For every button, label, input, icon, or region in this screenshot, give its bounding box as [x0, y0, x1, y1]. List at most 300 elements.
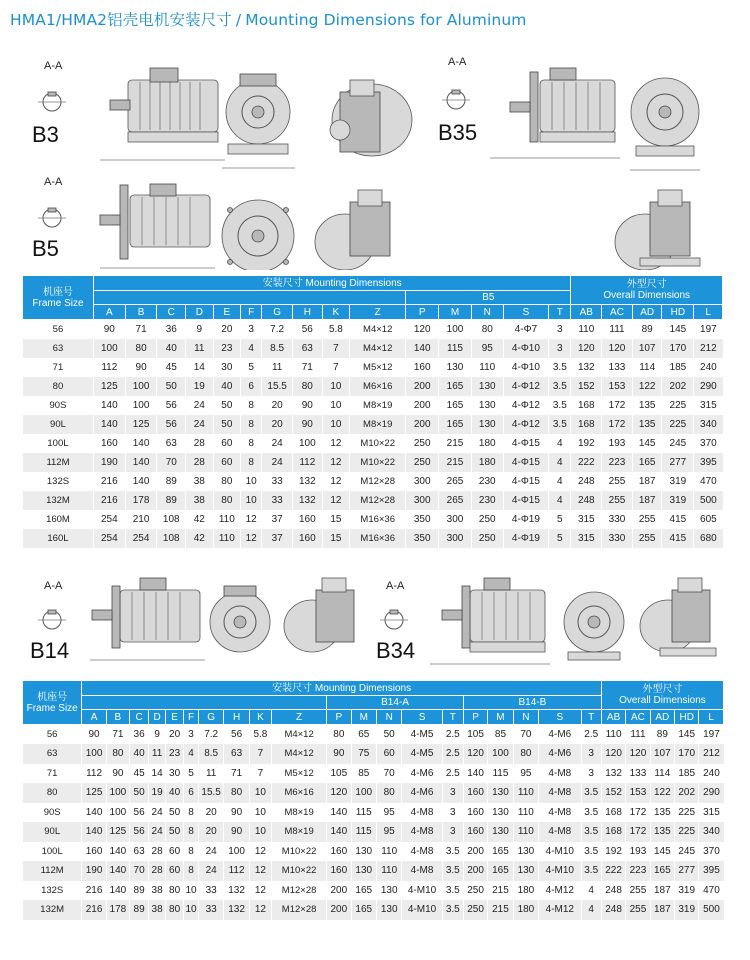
b14a-group-header: B14-A: [327, 696, 464, 710]
table-cell: 80: [106, 744, 129, 764]
table-cell: 112: [224, 861, 249, 881]
table-cell: 160: [93, 434, 125, 453]
table-cell: 255: [626, 900, 650, 920]
title-cn: HMA1/HMA2铝壳电机安装尺寸: [10, 11, 232, 29]
table-cell: 130: [376, 881, 401, 901]
mounting-blank-header-2: [82, 696, 327, 710]
table-cell: 4: [241, 339, 262, 358]
table-cell: 56: [130, 803, 149, 823]
table-cell: 133: [626, 764, 650, 784]
table-cell: 212: [694, 339, 723, 358]
table-row: [23, 491, 723, 510]
column-header: HD: [662, 305, 694, 320]
b34-label: B34: [376, 638, 416, 663]
table-cell: 4-M10: [402, 900, 442, 920]
table-cell: 254: [93, 510, 125, 529]
table-cell: 130: [376, 900, 401, 920]
table-cell: 85: [488, 725, 513, 745]
table-cell: 187: [632, 491, 662, 510]
table-row: [23, 725, 724, 745]
table-cell: 140: [406, 339, 439, 358]
column-header: A: [82, 710, 106, 725]
table-cell: 40: [157, 339, 186, 358]
top-drawings-svg: [0, 30, 750, 270]
table-cell: 165: [488, 861, 513, 881]
table-cell: 192: [571, 434, 602, 453]
table-row: [23, 842, 724, 862]
overall-dimensions-header: [571, 276, 723, 305]
table-cell: 2.5: [581, 725, 601, 745]
table-cell: 180: [513, 881, 538, 901]
table-cell: 132: [224, 881, 249, 901]
table-cell: 11: [186, 339, 214, 358]
column-header: G: [262, 305, 293, 320]
table-cell: 24: [186, 396, 214, 415]
table-cell: 130: [488, 822, 513, 842]
column-header: AD: [650, 710, 674, 725]
aa-label-b14: A-A: [44, 580, 63, 592]
table-cell: 4-Φ12: [503, 415, 549, 434]
table-cell: 80: [376, 783, 401, 803]
frame-size-cell: 132S: [23, 881, 82, 901]
table-cell: M6×16: [350, 377, 406, 396]
table-cell: 56: [224, 725, 249, 745]
table-cell: 172: [602, 396, 633, 415]
column-header-row-2: [23, 710, 724, 725]
table-cell: 110: [513, 822, 538, 842]
table-cell: 168: [601, 822, 625, 842]
b3-isometric-icon: [330, 80, 412, 156]
table-cell: 10: [322, 377, 350, 396]
table-cell: 3: [549, 320, 571, 339]
table-cell: 222: [601, 861, 625, 881]
table-cell: 223: [602, 453, 633, 472]
table-cell: M8×19: [350, 396, 406, 415]
column-header: AD: [632, 305, 662, 320]
table-cell: 4: [184, 744, 199, 764]
table-cell: 290: [694, 377, 723, 396]
table-cell: 28: [149, 842, 166, 862]
table-cell: 223: [626, 861, 650, 881]
table-cell: 315: [571, 510, 602, 529]
table-cell: 172: [626, 803, 650, 823]
table-cell: 80: [292, 377, 322, 396]
column-header: C: [157, 305, 186, 320]
table-cell: 37: [262, 529, 293, 548]
table-cell: 200: [406, 377, 439, 396]
table-cell: 165: [632, 453, 662, 472]
table-cell: 12: [322, 491, 350, 510]
b35-isometric-icon: [615, 190, 700, 270]
table-cell: 80: [213, 491, 241, 510]
table-cell: 112: [82, 764, 106, 784]
table-cell: 6: [184, 783, 199, 803]
table-cell: 187: [632, 472, 662, 491]
table-cell: M8×19: [350, 415, 406, 434]
mounting-dimensions-header-2: 安装尺寸 Mounting Dimensions: [82, 681, 602, 696]
table-cell: 4: [549, 472, 571, 491]
table-cell: 133: [602, 358, 633, 377]
mounting-dimensions-header: 安装尺寸 Mounting Dimensions: [93, 276, 571, 291]
bottom-drawings: [0, 560, 750, 678]
table-cell: 12: [249, 900, 271, 920]
table-cell: 4: [581, 881, 601, 901]
table-cell: 255: [632, 510, 662, 529]
table-cell: 160: [327, 842, 351, 862]
table-cell: 216: [82, 881, 106, 901]
table-cell: 3.5: [581, 803, 601, 823]
b3-end-view-icon: [222, 74, 295, 168]
table-cell: 8: [241, 415, 262, 434]
table-cell: 60: [166, 861, 184, 881]
table-cell: 80: [471, 320, 503, 339]
overall-en: Overall Dimensions: [603, 290, 691, 301]
table-row: [23, 510, 723, 529]
table-cell: 33: [198, 881, 223, 901]
table-cell: 56: [130, 822, 149, 842]
column-header: D: [149, 710, 166, 725]
table-cell: 50: [130, 783, 149, 803]
table-cell: 135: [650, 803, 674, 823]
table-row: [23, 881, 724, 901]
table-row: [23, 783, 724, 803]
table-cell: 2.5: [442, 744, 463, 764]
table-cell: 120: [406, 320, 439, 339]
table-row: [23, 358, 723, 377]
column-header: M: [488, 710, 513, 725]
table-cell: 7.2: [262, 320, 293, 339]
frame-size-cell: 90S: [23, 396, 94, 415]
column-header: P: [463, 710, 487, 725]
table-cell: 30: [213, 358, 241, 377]
table-cell: 11: [262, 358, 293, 377]
table-cell: 4-M6: [539, 744, 581, 764]
table-cell: 8: [184, 822, 199, 842]
column-header: E: [213, 305, 241, 320]
table-cell: 50: [157, 377, 186, 396]
table-cell: 115: [351, 803, 376, 823]
column-header: K: [249, 710, 271, 725]
table-cell: 8: [241, 453, 262, 472]
table-cell: 100: [93, 339, 125, 358]
table-cell: 140: [327, 822, 351, 842]
table-cell: 20: [262, 415, 293, 434]
table-row: [23, 339, 723, 358]
frame-size-cell: 63: [23, 744, 82, 764]
table-cell: 215: [488, 900, 513, 920]
dimensions-table-b14-b34: [22, 680, 724, 920]
table-cell: 105: [327, 764, 351, 784]
table-cell: 38: [149, 881, 166, 901]
frame-size-cell: 71: [23, 764, 82, 784]
table-cell: 90: [292, 415, 322, 434]
table-cell: 5: [549, 510, 571, 529]
table-cell: M10×22: [350, 434, 406, 453]
table-cell: 250: [471, 510, 503, 529]
table-cell: 4-Φ15: [503, 491, 549, 510]
table-cell: 4-Φ19: [503, 510, 549, 529]
table-cell: 100: [351, 783, 376, 803]
table-cell: 370: [699, 842, 724, 862]
frame-size-cell: 90S: [23, 803, 82, 823]
table-cell: 23: [166, 744, 184, 764]
frame-size-cell: 90L: [23, 415, 94, 434]
table-cell: 415: [662, 510, 694, 529]
table-cell: 3.5: [549, 358, 571, 377]
table-cell: M5×12: [272, 764, 327, 784]
table-cell: 319: [675, 900, 699, 920]
table-cell: 216: [93, 491, 125, 510]
table-cell: 5.8: [322, 320, 350, 339]
table-cell: 38: [149, 900, 166, 920]
b14b-group-header: B14-B: [463, 696, 601, 710]
table-cell: 80: [166, 881, 184, 901]
table-cell: 100: [224, 842, 249, 862]
table-cell: 248: [571, 491, 602, 510]
table-cell: 415: [662, 529, 694, 548]
b34-isometric-icon: [640, 578, 716, 656]
table-cell: 165: [351, 881, 376, 901]
table-cell: 2.5: [442, 764, 463, 784]
table-cell: 135: [650, 822, 674, 842]
table-cell: 71: [224, 764, 249, 784]
table-cell: 80: [327, 725, 351, 745]
title-slash: /: [235, 11, 242, 29]
table-cell: 110: [601, 725, 625, 745]
column-header: Z: [350, 305, 406, 320]
table-cell: 202: [662, 377, 694, 396]
table-cell: 3.5: [442, 881, 463, 901]
table-cell: 222: [571, 453, 602, 472]
table-cell: 140: [327, 803, 351, 823]
table2-body: [23, 725, 724, 920]
column-header: N: [513, 710, 538, 725]
frame-size-cell: 56: [23, 725, 82, 745]
table-cell: 300: [439, 529, 472, 548]
table-cell: 36: [157, 320, 186, 339]
table-cell: 215: [439, 434, 472, 453]
b5-flange-view-icon: [222, 200, 294, 270]
table-cell: 100: [439, 320, 472, 339]
aa-label-b5: A-A: [44, 176, 63, 188]
table-cell: 24: [262, 453, 293, 472]
b14-side-view-icon: [90, 578, 205, 660]
column-header: L: [694, 305, 723, 320]
table-cell: 190: [93, 453, 125, 472]
column-header: F: [184, 710, 199, 725]
table-cell: 9: [149, 725, 166, 745]
table-cell: 70: [376, 764, 401, 784]
aa-label-b3: A-A: [44, 60, 63, 72]
column-header: AB: [601, 710, 625, 725]
table-cell: 255: [632, 529, 662, 548]
table-cell: 4-Φ12: [503, 396, 549, 415]
column-header: AC: [626, 710, 650, 725]
table-cell: 80: [213, 472, 241, 491]
table-cell: 4-M8: [402, 822, 442, 842]
column-header: Z: [272, 710, 327, 725]
mounting-blank-header: [93, 291, 405, 305]
table-cell: 107: [650, 744, 674, 764]
table-cell: 200: [406, 415, 439, 434]
table-cell: 130: [471, 377, 503, 396]
table-cell: 120: [327, 783, 351, 803]
table-cell: 315: [694, 396, 723, 415]
table-cell: 225: [662, 415, 694, 434]
table-cell: 63: [130, 842, 149, 862]
table-cell: 172: [626, 822, 650, 842]
table-cell: 15.5: [198, 783, 223, 803]
table-cell: M4×12: [350, 339, 406, 358]
table-cell: M12×28: [350, 491, 406, 510]
table-cell: 254: [93, 529, 125, 548]
frame-size-header: [23, 276, 94, 320]
keyway-section-icon: [38, 92, 66, 111]
table-cell: 178: [125, 491, 157, 510]
table-cell: 90: [224, 803, 249, 823]
table-cell: 300: [406, 472, 439, 491]
page-title: [10, 8, 526, 30]
table-cell: 250: [463, 900, 487, 920]
table-cell: 28: [149, 861, 166, 881]
table-cell: 100: [125, 377, 157, 396]
table-cell: 20: [198, 822, 223, 842]
table-cell: 120: [602, 339, 633, 358]
table-cell: 75: [351, 744, 376, 764]
column-header: N: [376, 710, 401, 725]
table-cell: 7: [322, 358, 350, 377]
table-cell: 95: [513, 764, 538, 784]
table-cell: 160: [463, 783, 487, 803]
table-cell: 4-Φ15: [503, 472, 549, 491]
table-cell: M4×12: [272, 744, 327, 764]
table-cell: 107: [632, 339, 662, 358]
table-cell: 12: [249, 842, 271, 862]
table-cell: 4-M12: [539, 900, 581, 920]
table-cell: 24: [149, 822, 166, 842]
table-cell: 172: [602, 415, 633, 434]
table-cell: 160: [327, 861, 351, 881]
table-cell: 319: [675, 881, 699, 901]
table-cell: 60: [213, 434, 241, 453]
column-header: S: [539, 710, 581, 725]
table-cell: 165: [439, 377, 472, 396]
table-cell: 215: [488, 881, 513, 901]
table1-body: [23, 320, 723, 548]
table-cell: 185: [662, 358, 694, 377]
table-cell: 8: [184, 842, 199, 862]
table-cell: 90: [327, 744, 351, 764]
column-header: A: [93, 305, 125, 320]
overall-en-2: Overall Dimensions: [619, 695, 706, 706]
table-cell: 300: [439, 510, 472, 529]
table-cell: 110: [571, 320, 602, 339]
table-cell: 395: [694, 453, 723, 472]
table-cell: 120: [626, 744, 650, 764]
table-cell: 180: [513, 900, 538, 920]
table-cell: 8: [184, 861, 199, 881]
frame-size-cell: 112M: [23, 453, 94, 472]
table-cell: 215: [439, 453, 472, 472]
table-cell: 170: [662, 339, 694, 358]
table-cell: 130: [439, 358, 472, 377]
table-cell: 20: [262, 396, 293, 415]
b14-isometric-icon: [284, 578, 354, 652]
table-cell: 38: [186, 472, 214, 491]
table-cell: 140: [463, 764, 487, 784]
table-cell: 110: [376, 842, 401, 862]
table-cell: 145: [632, 434, 662, 453]
frame-size-cell: 80: [23, 783, 82, 803]
table-cell: 125: [125, 415, 157, 434]
table-cell: 105: [463, 725, 487, 745]
table-cell: 4-M8: [539, 783, 581, 803]
column-header: B: [125, 305, 157, 320]
table-cell: 3.5: [549, 415, 571, 434]
table-cell: 165: [488, 842, 513, 862]
column-header-row: [23, 305, 723, 320]
keyway-section-b34-icon: [380, 610, 408, 629]
table-cell: 10: [249, 803, 271, 823]
table-cell: 145: [662, 320, 694, 339]
table-cell: 132: [224, 900, 249, 920]
table-cell: 4: [549, 453, 571, 472]
table-cell: 130: [471, 415, 503, 434]
table-cell: 115: [439, 339, 472, 358]
table-cell: 130: [488, 783, 513, 803]
table-cell: 33: [198, 900, 223, 920]
table-cell: 245: [662, 434, 694, 453]
table-cell: 70: [130, 861, 149, 881]
table-cell: 152: [601, 783, 625, 803]
table-cell: 100: [106, 783, 129, 803]
table-cell: 14: [186, 358, 214, 377]
table-cell: 10: [241, 472, 262, 491]
table-cell: 193: [602, 434, 633, 453]
table-cell: 250: [406, 453, 439, 472]
keyway-section-b14-icon: [38, 610, 66, 629]
table-cell: 89: [130, 881, 149, 901]
table-cell: 5: [549, 529, 571, 548]
table-cell: 110: [513, 803, 538, 823]
table-cell: 122: [650, 783, 674, 803]
table-cell: 3.5: [549, 377, 571, 396]
column-header: P: [406, 305, 439, 320]
column-header: L: [699, 710, 724, 725]
table-cell: 3: [442, 803, 463, 823]
frame-size-header-2: [23, 681, 82, 725]
table-cell: 120: [571, 339, 602, 358]
table-cell: 6: [241, 377, 262, 396]
table-cell: 160: [292, 510, 322, 529]
table-cell: 160: [463, 822, 487, 842]
table-cell: 108: [157, 529, 186, 548]
b35-side-view-icon: [490, 68, 620, 158]
b3-side-view-icon: [100, 68, 225, 160]
frame-size-cell: 160M: [23, 510, 94, 529]
table-cell: 7: [249, 744, 271, 764]
table-cell: 153: [626, 783, 650, 803]
table-cell: 225: [662, 396, 694, 415]
table-cell: 12: [322, 453, 350, 472]
table-cell: 340: [694, 415, 723, 434]
table-cell: 4-Φ15: [503, 453, 549, 472]
column-header: T: [581, 710, 601, 725]
table-cell: 4-M5: [402, 744, 442, 764]
column-header: M: [351, 710, 376, 725]
table-cell: 3.5: [549, 396, 571, 415]
table-row: [23, 434, 723, 453]
